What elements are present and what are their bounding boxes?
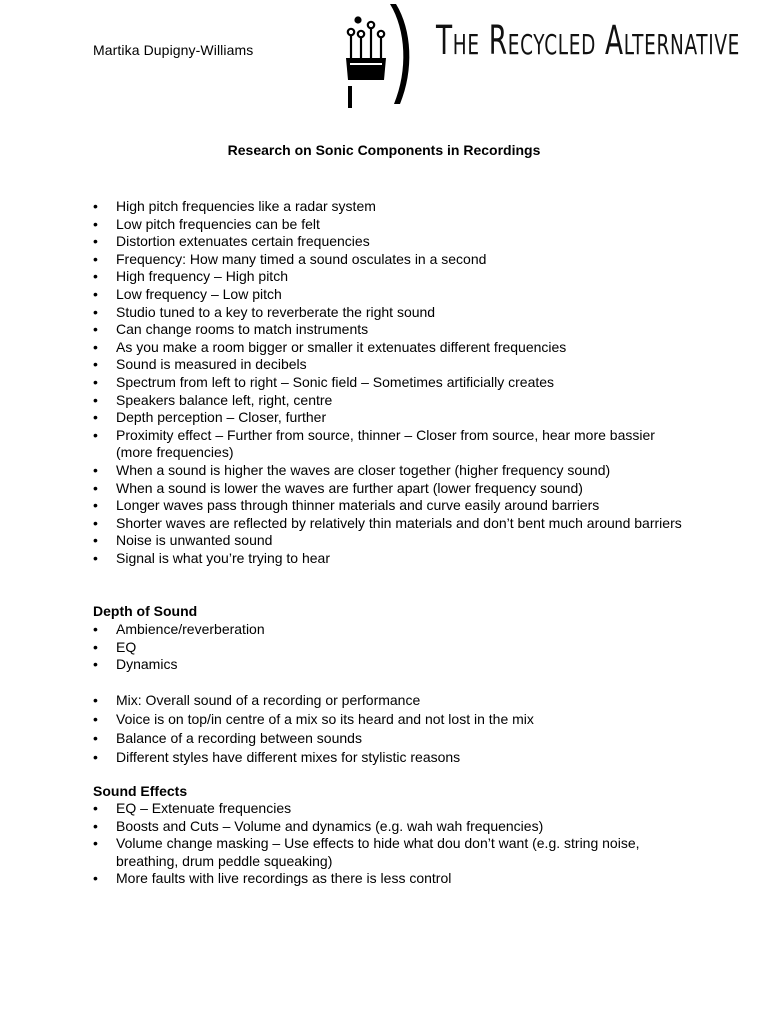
list-item: • When a sound is lower the waves are further apart (lower frequency sound) xyxy=(93,480,693,498)
list-item: • Longer waves pass through thinner materials and curve easily around barriers xyxy=(93,497,693,515)
author-name: Martika Dupigny-Williams xyxy=(93,42,254,58)
list-item: • Depth perception – Closer, further xyxy=(93,409,693,427)
list-item: • Proximity effect – Further from source, thinner – Closer from source, hear more bassier (more frequencies) xyxy=(93,427,693,462)
document-title: Research on Sonic Components in Recordings xyxy=(227,142,541,158)
list-item: • EQ xyxy=(93,639,693,657)
list-item: • Frequency: How many timed a sound osculates in a second xyxy=(93,251,693,269)
section-heading-sound-effects: Sound Effects xyxy=(93,783,188,799)
list-item: • As you make a room bigger or smaller it extenuates different frequencies xyxy=(93,339,693,357)
list-item: • Speakers balance left, right, centre xyxy=(93,392,693,410)
section-heading-depth-of-sound: Depth of Sound xyxy=(93,603,198,619)
list-item: • Can change rooms to match instruments xyxy=(93,321,693,339)
depth-bullet-list xyxy=(93,621,693,674)
list-item: • Shorter waves are reflected by relatively thin materials and don’t bent much around barriers xyxy=(93,515,693,533)
list-item: • Sound is measured in decibels xyxy=(93,356,693,374)
main-bullet-list xyxy=(93,198,693,567)
list-item: • Mix: Overall sound of a recording or performance xyxy=(93,691,693,710)
list-item: • Spectrum from left to right – Sonic field – Sometimes artificially creates xyxy=(93,374,693,392)
list-item: • Low pitch frequencies can be felt xyxy=(93,216,693,234)
list-item: • Boosts and Cuts – Volume and dynamics (e.g. wah wah frequencies) xyxy=(93,818,693,836)
list-item: • Voice is on top/in centre of a mix so its heard and not lost in the mix xyxy=(93,710,693,729)
list-item: • Ambience/reverberation xyxy=(93,621,693,639)
list-item: • Balance of a recording between sounds xyxy=(93,729,693,748)
list-item: • Studio tuned to a key to reverberate the right sound xyxy=(93,304,693,322)
logo xyxy=(340,0,768,110)
mix-bullet-list xyxy=(93,691,693,767)
list-item: • Signal is what you’re trying to hear xyxy=(93,550,693,568)
logo-text: The Recycled Alternative xyxy=(436,18,741,64)
list-item: • Noise is unwanted sound xyxy=(93,532,693,550)
list-item: • Dynamics xyxy=(93,656,693,674)
list-item: • Different styles have different mixes for stylistic reasons xyxy=(93,748,693,767)
list-item: • High frequency – High pitch xyxy=(93,268,693,286)
crown-icon xyxy=(340,0,436,110)
list-item: • EQ – Extenuate frequencies xyxy=(93,800,693,818)
list-item: • Distortion extenuates certain frequencies xyxy=(93,233,693,251)
list-item: • Low frequency – Low pitch xyxy=(93,286,693,304)
list-item: • When a sound is higher the waves are closer together (higher frequency sound) xyxy=(93,462,693,480)
list-item: • More faults with live recordings as there is less control xyxy=(93,870,693,888)
effects-bullet-list xyxy=(93,800,693,888)
list-item: • Volume change masking – Use effects to hide what dou don’t want (e.g. string noise, breathing, drum peddle squeaking) xyxy=(93,835,693,870)
list-item: • High pitch frequencies like a radar system xyxy=(93,198,693,216)
